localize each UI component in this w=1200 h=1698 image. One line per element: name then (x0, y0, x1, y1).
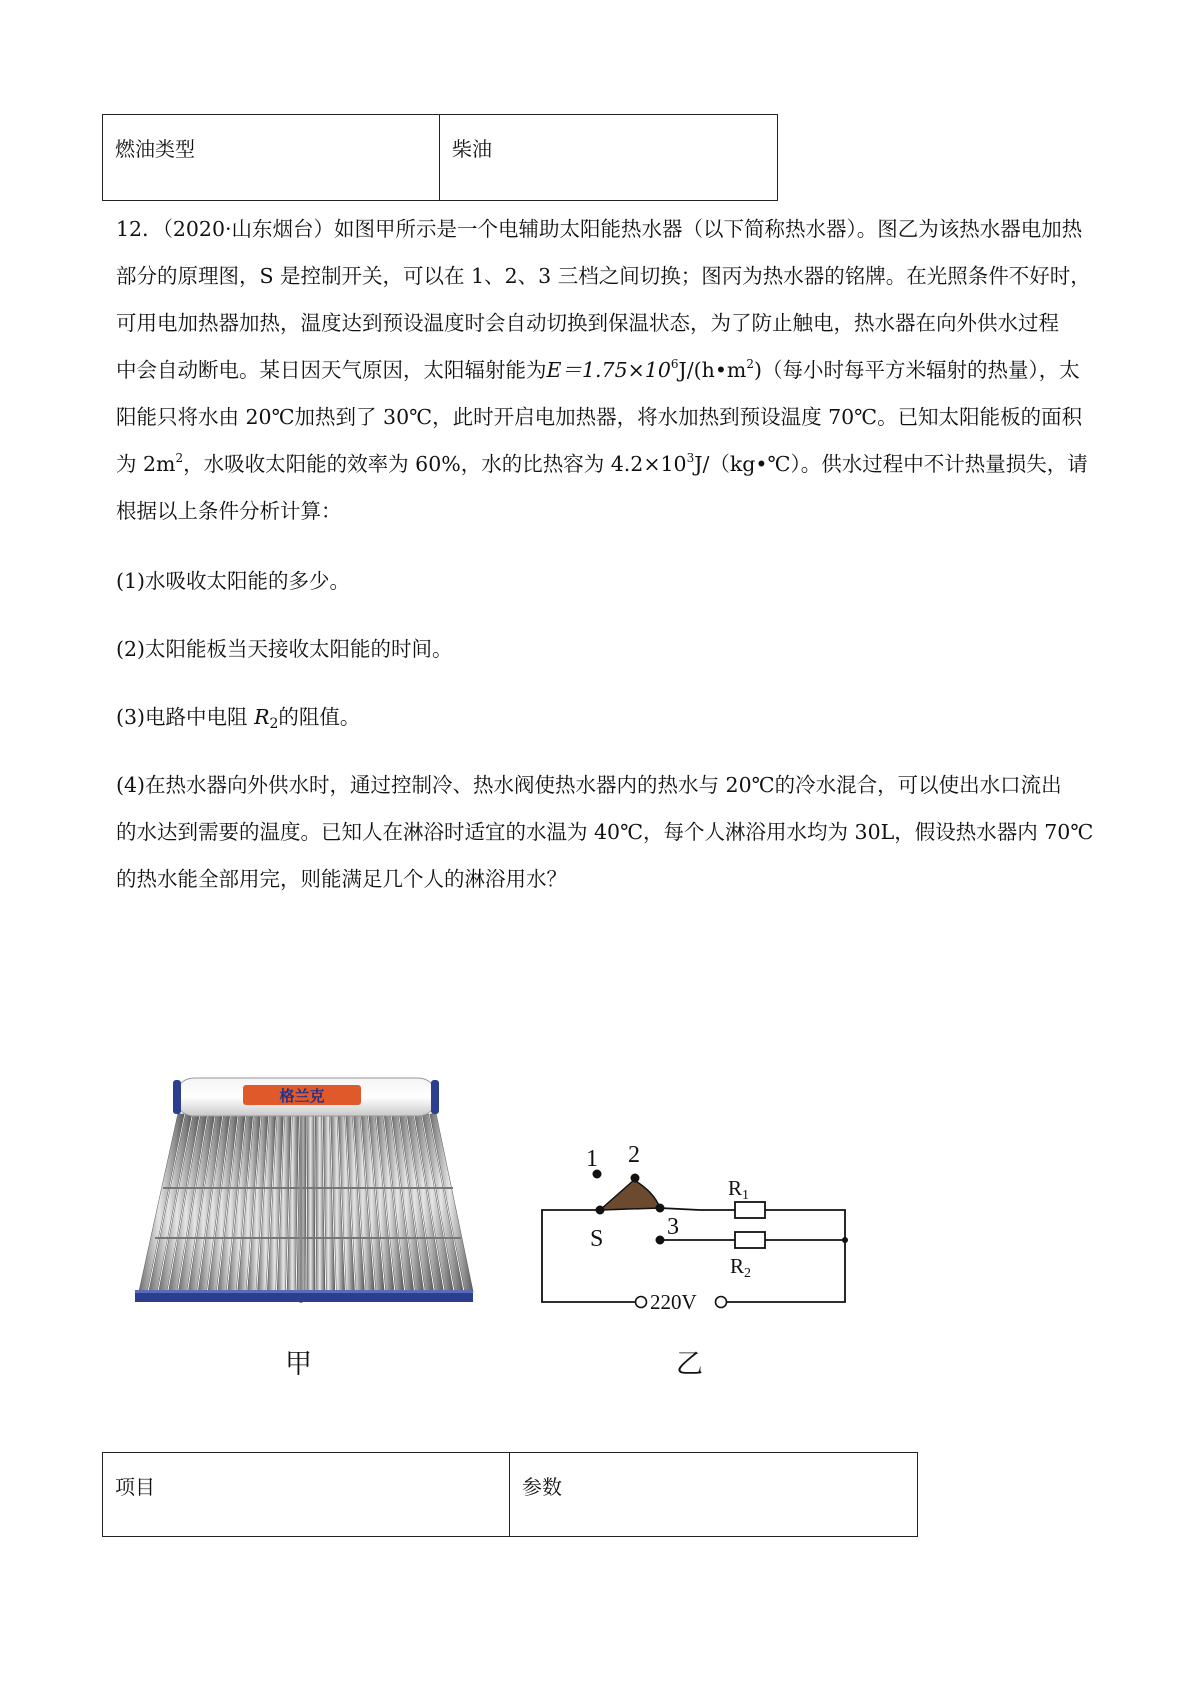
question-line: 部分的原理图，S 是控制开关，可以在 1、2、3 三档之间切换；图丙为热水器的铭牌。在光照条件不好时， (116, 264, 1091, 288)
question-line: 根据以上条件分析计算： (116, 499, 342, 523)
switch-label: S (590, 1226, 604, 1252)
fuel-type-table (102, 114, 778, 201)
subquestion-2: (2)太阳能板当天接收太阳能的时间。 (116, 637, 453, 661)
table-row (103, 115, 778, 201)
solar-water-heater-image (133, 1068, 473, 1318)
node-1-label: 1 (586, 1146, 598, 1172)
table-cell: 燃油类型 (103, 115, 440, 201)
table-row (103, 1453, 918, 1537)
r2-label: R2 (730, 1254, 752, 1281)
question-line: 12．（2020·山东烟台）如图甲所示是一个电辅助太阳能热水器（以下简称热水器）。图乙为该热水器电加热 (116, 217, 1083, 241)
question-line: 阳能只将水由 20℃加热到了 30℃，此时开启电加热器，将水加热到预设温度 70℃。已知太阳能板的面积 (116, 405, 1083, 429)
brand-logo: 格兰克 (279, 1087, 325, 1105)
question-line: 中会自动断电。某日因天气原因，太阳辐射能为$E=1.75\times 10^6J/(h•m^2)$（每小时每平方米辐射的热量），太 (116, 357, 1080, 382)
table-cell: 参数 (510, 1453, 918, 1537)
node-3-label: 3 (667, 1214, 679, 1240)
r1-label: R1 (728, 1176, 750, 1203)
question-line: 为 $2m^2$，水吸收太阳能的效率为 60%，水的比热容为 $4.2\times 10^3J/(kg•℃)$。供水过程中不计热量损失，请 (116, 451, 1088, 476)
table-cell: 项目 (103, 1453, 510, 1537)
voltage-label: 220V (650, 1290, 697, 1314)
subquestion-4-line: (4)在热水器向外供水时，通过控制冷、热水阀使热水器内的热水与 20℃的冷水混合，可以使出水口流出 (116, 773, 1062, 797)
figure-label-jia: 甲 (285, 1349, 312, 1380)
formula-energy: E＝1.75×10 (546, 358, 671, 382)
question-line: 可用电加热器加热，温度达到预设温度时会自动切换到保温状态，为了防止触电，热水器在向外供水过程 (116, 311, 1059, 335)
figure-label-yi: 乙 (676, 1349, 703, 1380)
parameter-table (102, 1452, 918, 1537)
table-cell: 柴油 (440, 115, 778, 201)
node-2-label: 2 (628, 1142, 640, 1168)
subquestion-4-line: 的热水能全部用完，则能满足几个人的淋浴用水？ (116, 867, 567, 891)
subquestion-4-line: 的水达到需要的温度。已知人在淋浴时适宜的水温为 40℃，每个人淋浴用水均为 30L，假设热水器内 70℃ (116, 820, 1094, 844)
circuit-diagram (530, 1130, 850, 1314)
subquestion-3: (3)电路中电阻 $R_2$的阻值。 (116, 705, 361, 732)
vacuum-tube (307, 1114, 315, 1292)
subquestion-1: (1)水吸收太阳能的多少。 (116, 569, 351, 593)
